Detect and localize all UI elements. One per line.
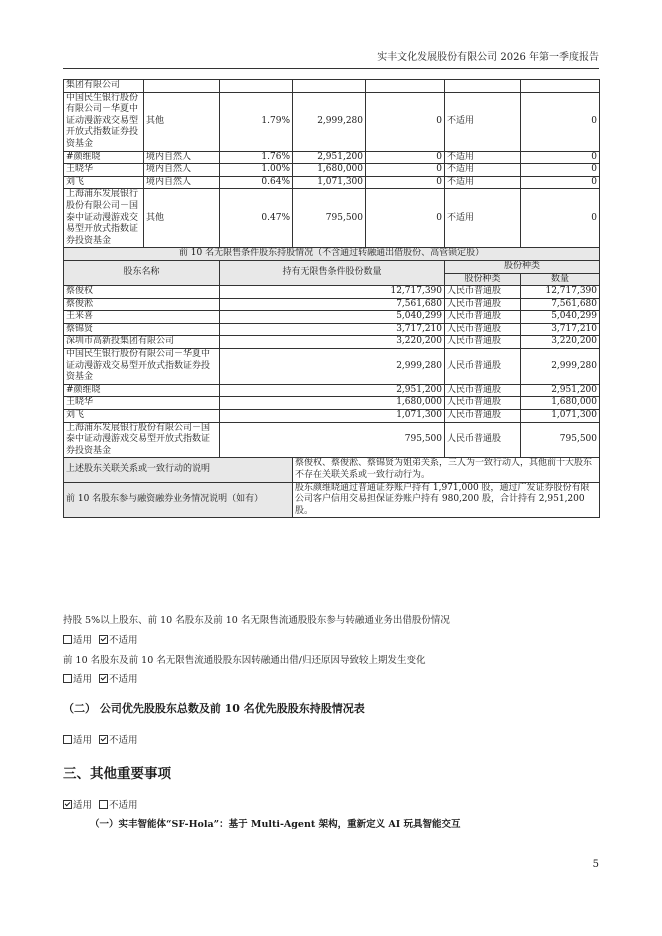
- pledge-status: 不适用: [445, 164, 521, 177]
- column-header-name: 股东名称: [64, 260, 220, 285]
- restricted-qty: 0: [366, 164, 445, 177]
- header-divider: [63, 68, 599, 69]
- shareholder-type: 境内自然人: [144, 164, 220, 177]
- pledge-qty: 0: [521, 164, 600, 177]
- preferred-choice: 适用 不适用: [63, 732, 138, 746]
- section-title: 前 10 名无限售条件股东持股情况（不含通过转融通出借股份、高管锁定股）: [64, 248, 600, 261]
- pledge-qty: 0: [521, 176, 600, 189]
- note-row: [64, 458, 600, 482]
- note-label: 上述股东关联关系或一致行动的说明: [64, 458, 293, 482]
- holding-qty: 2,951,200: [293, 151, 366, 164]
- pledge-qty: [521, 80, 600, 93]
- note-row: [64, 482, 600, 518]
- unrestricted-qty: 5,040,299: [220, 311, 445, 324]
- share-kind: 人民币普通股: [445, 422, 521, 458]
- unrestricted-qty: 795,500: [220, 422, 445, 458]
- table-row: [64, 164, 600, 177]
- unrestricted-qty: 3,220,200: [220, 336, 445, 349]
- holding-qty: [293, 80, 366, 93]
- share-kind-qty: 1,071,300: [521, 410, 600, 423]
- unrestricted-qty: 1,680,000: [220, 397, 445, 410]
- shareholder-name: 上海浦东发展银行股份有限公司－国泰中证动漫游戏交易型开放式指数证券投资基金: [64, 189, 144, 248]
- table-row: [64, 189, 600, 248]
- checkbox-icon[interactable]: [99, 800, 108, 809]
- page-number: 5: [592, 859, 599, 870]
- holding-qty: 1,071,300: [293, 176, 366, 189]
- shareholder-name: 王来喜: [64, 311, 220, 324]
- pledge-status: 不适用: [445, 176, 521, 189]
- checkbox-icon[interactable]: [63, 674, 72, 683]
- subsection-heading: （一）实丰智能体“SF-Hola”：基于 Multi-Agent 架构，重新定义 AI 玩具智能交互: [90, 819, 461, 830]
- unrestricted-qty: 1,071,300: [220, 410, 445, 423]
- checkbox-checked-icon[interactable]: [63, 800, 72, 809]
- pledge-qty: 0: [521, 189, 600, 248]
- share-kind: 人民币普通股: [445, 323, 521, 336]
- table-row: [64, 422, 600, 458]
- pledge-status: [445, 80, 521, 93]
- restricted-qty: [366, 80, 445, 93]
- lending-choice: 适用 不适用: [63, 632, 138, 646]
- table-row: [64, 384, 600, 397]
- checkbox-checked-icon[interactable]: [99, 635, 108, 644]
- restricted-qty: 0: [366, 176, 445, 189]
- pledge-qty: 0: [521, 92, 600, 151]
- share-kind: 人民币普通股: [445, 336, 521, 349]
- pledge-qty: 0: [521, 151, 600, 164]
- unrestricted-qty: 12,717,390: [220, 286, 445, 299]
- share-kind: 人民币普通股: [445, 286, 521, 299]
- pledge-status: 不适用: [445, 151, 521, 164]
- table-row: [64, 410, 600, 423]
- restricted-qty: 0: [366, 92, 445, 151]
- holding-pct: 1.00%: [220, 164, 293, 177]
- table-row: [64, 323, 600, 336]
- change-title: 前 10 名股东及前 10 名无限售流通股股东因转融通出借/归还原因导致较上期发生变化: [63, 655, 426, 666]
- restricted-qty: 0: [366, 151, 445, 164]
- shareholder-name: 刘飞: [64, 176, 144, 189]
- shareholder-name: 刘飞: [64, 410, 220, 423]
- shareholder-name: 王晓华: [64, 164, 144, 177]
- table-row: [64, 80, 600, 93]
- column-header-qty: 持有无限售条件股份数量: [220, 260, 445, 285]
- share-kind: 人民币普通股: [445, 311, 521, 324]
- shareholder-name: 深圳市高新投集团有限公司: [64, 336, 220, 349]
- note-text: 蔡俊权、蔡俊淞、蔡锦贤为姐弟关系，三人为一致行动人，其他前十大股东不存在关联关系或一致行动行为。: [293, 458, 600, 482]
- column-header-kind-qty: 数量: [521, 273, 600, 286]
- share-kind-qty: 2,951,200: [521, 384, 600, 397]
- note-text: 股东颜维晓通过普通证券账户持有 1,971,000 股，通过广发证券股份有限公司客户信用交易担保证券账户持有 980,200 股，合计持有 2,951,200 股。: [293, 482, 600, 518]
- preferred-heading: （二） 公司优先股股东总数及前 10 名优先股股东持股情况表: [63, 702, 365, 715]
- note-label: 前 10 名股东参与融资融券业务情况说明（如有）: [64, 482, 293, 518]
- shareholder-name: 蔡俊权: [64, 286, 220, 299]
- shareholder-type: [144, 80, 220, 93]
- shareholder-type: 其他: [144, 92, 220, 151]
- table-row: [64, 397, 600, 410]
- table-row: [64, 151, 600, 164]
- checkbox-icon[interactable]: [63, 635, 72, 644]
- share-kind-qty: 3,717,210: [521, 323, 600, 336]
- unrestricted-qty: 3,717,210: [220, 323, 445, 336]
- table-row: [64, 336, 600, 349]
- pledge-status: 不适用: [445, 92, 521, 151]
- table-row: [64, 349, 600, 385]
- table-row: [64, 286, 600, 299]
- checkbox-icon[interactable]: [63, 735, 72, 744]
- section3-choice: 适用 不适用: [63, 797, 138, 811]
- shareholder-name: 集团有限公司: [64, 80, 144, 93]
- column-header-kind-type: 股份种类: [445, 273, 521, 286]
- checkbox-checked-icon[interactable]: [99, 674, 108, 683]
- shareholder-table: [63, 79, 600, 518]
- column-header-kind: 股份种类: [445, 260, 600, 273]
- holding-qty: 1,680,000: [293, 164, 366, 177]
- share-kind-qty: 3,220,200: [521, 336, 600, 349]
- share-kind-qty: 795,500: [521, 422, 600, 458]
- shareholder-name: 王晓华: [64, 397, 220, 410]
- holding-pct: 1.79%: [220, 92, 293, 151]
- unrestricted-qty: 7,561,680: [220, 298, 445, 311]
- shareholder-name: 中国民生银行股份有限公司－华夏中证动漫游戏交易型开放式指数证券投资基金: [64, 349, 220, 385]
- unrestricted-qty: 2,951,200: [220, 384, 445, 397]
- holding-qty: 795,500: [293, 189, 366, 248]
- share-kind-qty: 12,717,390: [521, 286, 600, 299]
- holding-pct: 0.47%: [220, 189, 293, 248]
- share-kind-qty: 1,680,000: [521, 397, 600, 410]
- shareholder-type: 其他: [144, 189, 220, 248]
- pledge-status: 不适用: [445, 189, 521, 248]
- holding-pct: 1.76%: [220, 151, 293, 164]
- share-kind: 人民币普通股: [445, 410, 521, 423]
- shareholder-name: 上海浦东发展银行股份有限公司－国泰中证动漫游戏交易型开放式指数证券投资基金: [64, 422, 220, 458]
- shareholder-type: 境内自然人: [144, 176, 220, 189]
- lending-title: 持股 5%以上股东、前 10 名股东及前 10 名无限售流通股股东参与转融通业务出借股份情况: [63, 615, 450, 626]
- shareholder-name: 中国民生银行股份有限公司－华夏中证动漫游戏交易型开放式指数证券投资基金: [64, 92, 144, 151]
- shareholder-type: 境内自然人: [144, 151, 220, 164]
- change-choice: 适用 不适用: [63, 671, 138, 685]
- table-row: [64, 298, 600, 311]
- share-kind: 人民币普通股: [445, 384, 521, 397]
- section3-heading: 三、其他重要事项: [63, 766, 171, 782]
- table-row: [64, 311, 600, 324]
- share-kind-qty: 5,040,299: [521, 311, 600, 324]
- unrestricted-qty: 2,999,280: [220, 349, 445, 385]
- share-kind-qty: 2,999,280: [521, 349, 600, 385]
- share-kind: 人民币普通股: [445, 349, 521, 385]
- restricted-qty: 0: [366, 189, 445, 248]
- page-header: 实丰文化发展股份有限公司 2026 年第一季度报告: [377, 52, 599, 63]
- share-kind: 人民币普通股: [445, 298, 521, 311]
- shareholder-name: 蔡锦贤: [64, 323, 220, 336]
- holding-qty: 2,999,280: [293, 92, 366, 151]
- table-row: [64, 92, 600, 151]
- checkbox-checked-icon[interactable]: [99, 735, 108, 744]
- holding-pct: [220, 80, 293, 93]
- shareholder-name: #颜维晓: [64, 151, 144, 164]
- table-row: [64, 176, 600, 189]
- share-kind-qty: 7,561,680: [521, 298, 600, 311]
- share-kind: 人民币普通股: [445, 397, 521, 410]
- holding-pct: 0.64%: [220, 176, 293, 189]
- shareholder-name: #颜维晓: [64, 384, 220, 397]
- shareholder-name: 蔡俊淞: [64, 298, 220, 311]
